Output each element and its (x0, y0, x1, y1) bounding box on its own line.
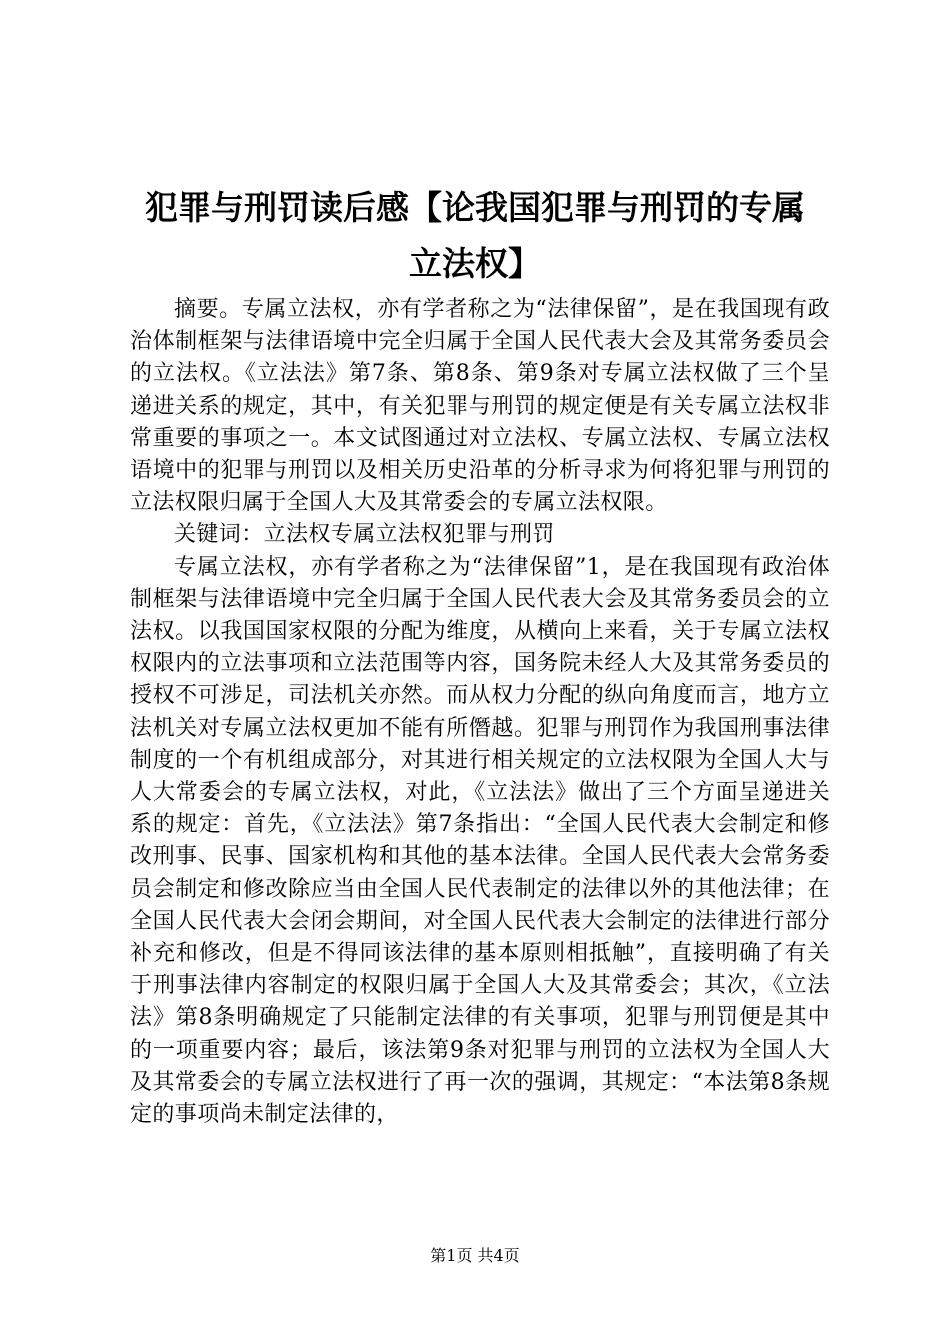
abstract-paragraph: 摘要。专属立法权，亦有学者称之为“法律保留”，是在我国现有政治体制框架与法律语境中完全归属于全国人民代表大会及其常务委员会的立法权。《立法法》第7条、第8条、第9条对专属立法权做了三个呈递进关系的规定，其中，有关犯罪与刑罚的规定便是有关专属立法权非常重要的事项之一。本文试图通过对立法权、专属立法权、专属立法权语境中的犯罪与刑罚以及相关历史沿革的分析寻求为何将犯罪与刑罚的立法权限归属于全国人大及其常委会的专属立法权限。 (130, 297, 830, 516)
title-line-2: 立法权】 (409, 244, 541, 283)
keywords-paragraph: 关键词：立法权专属立法权犯罪与刑罚 (174, 522, 555, 548)
page-number-footer: 第1页 共4页 (430, 1246, 520, 1265)
document-title (118, 180, 832, 292)
document-body (130, 294, 830, 1131)
body-paragraph: 专属立法权，亦有学者称之为“法律保留”1，是在我国现有政治体制框架与法律语境中完全归属于全国人民代表大会及其常务委员会的立法权。以我国国家权限的分配为维度，从横向上来看，关于专属立法权权限内的立法事项和立法范围等内容，国务院未经人大及其常务委员的授权不可涉足，司法机关亦然。而从权力分配的纵向角度而言，地方立法机关对专属立法权更加不能有所僭越。犯罪与刑罚作为我国刑事法律制度的一个有机组成部分，对其进行相关规定的立法权限为全国人大与人大常委会的专属立法权，对此，《立法法》做出了三个方面呈递进关系的规定：首先，《立法法》第7条指出：“全国人民代表大会制定和修改刑事、民事、国家机构和其他的基本法律。全国人民代表大会常务委员会制定和修改除应当由全国人民代表制定的法律以外的其他法律；在全国人民代表大会闭会期间，对全国人民代表大会制定的法律进行部分补充和修改，但是不得同该法律的基本原则相抵触”，直接明确了有关于刑事法律内容制定的权限归属于全国人大及其常委会；其次，《立法法》第8条明确规定了只能制定法律的有关事项，犯罪与刑罚便是其中的一项重要内容；最后，该法第9条对犯罪与刑罚的立法权为全国人大及其常委会的专属立法权进行了再一次的强调，其规定：“本法第8条规定的事项尚未制定法律的， (130, 554, 830, 1128)
title-line-1: 犯罪与刑罚读后感【论我国犯罪与刑罚的专属 (145, 188, 805, 227)
